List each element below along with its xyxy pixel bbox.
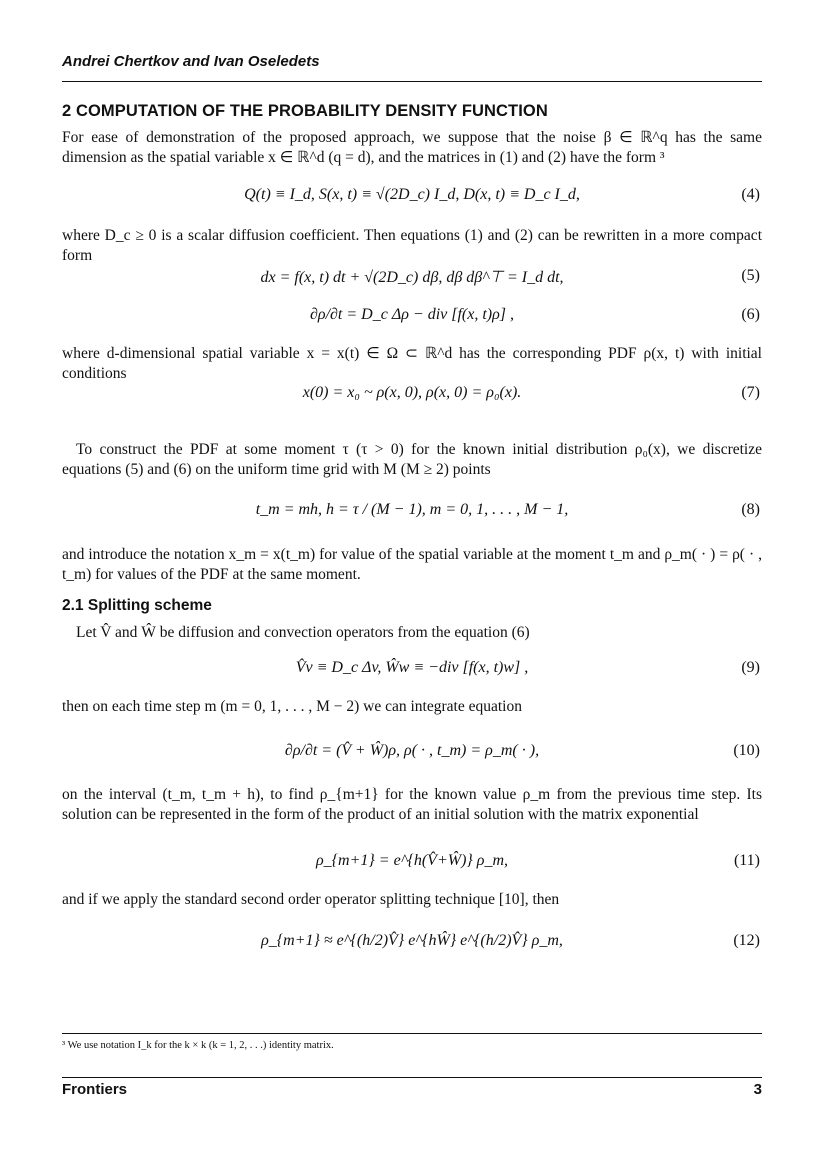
footer-rule [62,1077,762,1078]
equation-number: (12) [733,932,760,949]
paragraph: where D_c ≥ 0 is a scalar diffusion coefficient. Then equations (1) and (2) can be rewritten in a more compact form [62,227,762,264]
equation-body: ∂ρ/∂t = D_c Δρ − div [f(x, t)ρ] , [309,306,515,323]
equation-number: (11) [733,852,760,869]
equation-body: ρ_{m+1} = e^{h(V̂+Ŵ)} ρ_m, [315,852,509,869]
paragraph: Let V̂ and Ŵ be diffusion and convection operators from the equation (6) [76,624,530,641]
paragraph: and introduce the notation x_m = x(t_m) for value of the spatial variable at the moment t_m and ρ_m( · ) = ρ( · , t_m) for values of the PDF at the same moment. [62,546,762,583]
equation-number: (10) [733,742,760,759]
equation-body: ρ_{m+1} ≈ e^{(h/2)V̂} e^{hŴ} e^{(h/2)V̂} ρ_m, [261,932,563,949]
equation-body: x(0) = x₀ ~ ρ(x, 0), ρ(x, 0) = ρ₀(x). [302,384,522,401]
equation-body: Q(t) ≡ I_d, S(x, t) ≡ √(2D_c) I_d, D(x, t) ≡ D_c I_d, [244,186,580,203]
equation-number: (7) [741,384,760,401]
paragraph: then on each time step m (m = 0, 1, . . . , M − 2) we can integrate equation [62,698,522,715]
equation-body: t_m = mh, h = τ / (M − 1), m = 0, 1, . . . , M − 1, [255,501,569,518]
equation-number: (4) [741,186,760,203]
equation-body: V̂v ≡ D_c Δv, Ŵw ≡ −div [f(x, t)w] , [295,659,529,676]
footnote-rule [62,1033,762,1034]
equation-body: dx = f(x, t) dt + √(2D_c) dβ, dβ dβ^⊤ = I_d dt, [260,269,564,286]
equation-body: ∂ρ/∂t = (V̂ + Ŵ)ρ, ρ( · , t_m) = ρ_m( · ), [284,742,540,759]
equation-number: (5) [741,267,760,284]
paragraph: where d-dimensional spatial variable x = x(t) ∈ Ω ⊂ ℝ^d has the corresponding PDF ρ(x, t) with initial conditions [62,345,762,382]
header-rule [62,81,762,82]
equation-number: (8) [741,501,760,518]
equation-number: (9) [741,659,760,676]
footnote: ³ We use notation I_k for the k × k (k = 1, 2, . . .) identity matrix. [62,1040,334,1051]
paragraph: on the interval (t_m, t_m + h), to find ρ_{m+1} for the known value ρ_m from the previous time step. Its solution can be represented in the form of the product of an initial solution with the matrix exponential [62,786,762,823]
equation-number: (6) [741,306,760,323]
paragraph: For ease of demonstration of the proposed approach, we suppose that the noise β ∈ ℝ^q has the same dimension as the spatial variable x ∈ ℝ^d (q = d), and the matrices in (1) and (2) have the form ³ [62,129,762,166]
page-number: 3 [753,1081,762,1098]
section-heading: 2 COMPUTATION OF THE PROBABILITY DENSITY FUNCTION [62,102,548,120]
subsection-heading: 2.1 Splitting scheme [62,597,212,614]
paragraph: To construct the PDF at some moment τ (τ > 0) for the known initial distribution ρ₀(x), we discretize equations (5) and (6) on the uniform time grid with M (M ≥ 2) points [62,441,762,478]
running-header: Andrei Chertkov and Ivan Oseledets [62,53,320,70]
paragraph: and if we apply the standard second order operator splitting technique [10], then [62,891,560,908]
journal-name: Frontiers [62,1081,128,1098]
